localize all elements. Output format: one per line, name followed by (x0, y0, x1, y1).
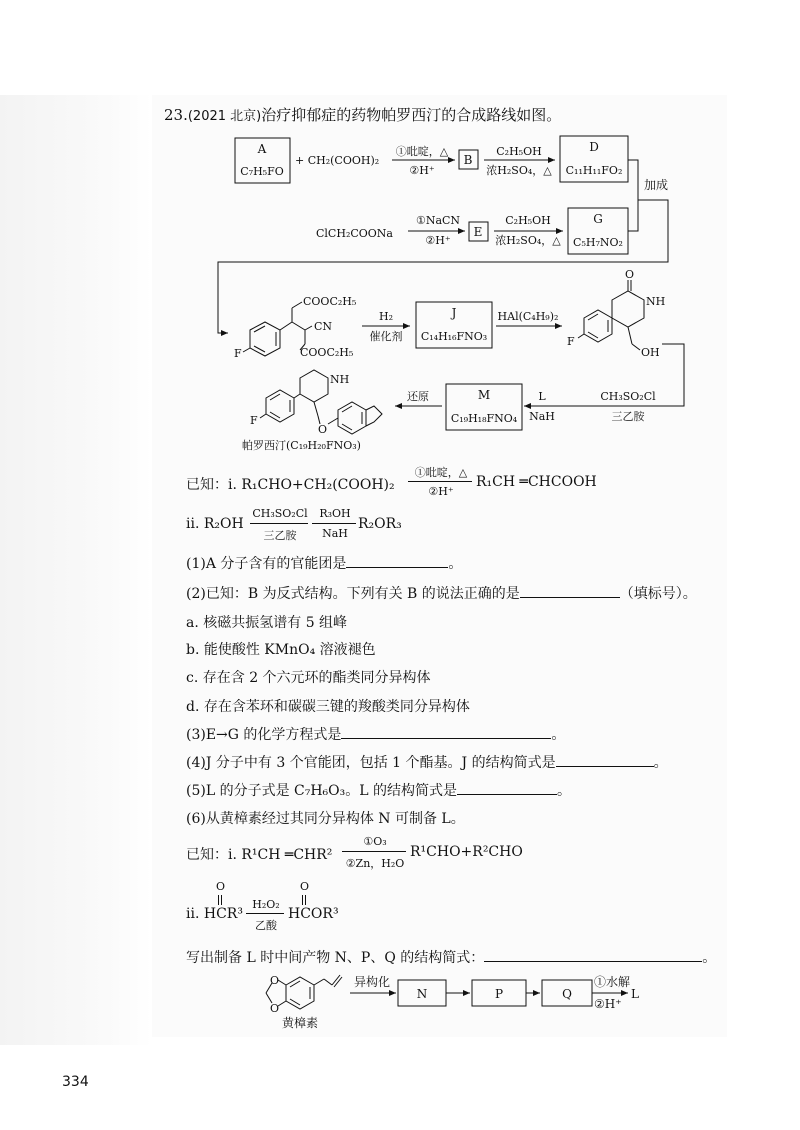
question-6: (6)从黄樟素经过其同分异构体 N 可制备 L。 (186, 811, 465, 827)
N-label: N (416, 987, 428, 1001)
question-number: 23. (164, 106, 188, 124)
q3-text: (3)E→G 的化学方程式是 (186, 727, 342, 743)
known2-ii-o1: O (216, 880, 226, 893)
step5-bottom: 催化剂 (369, 330, 403, 343)
int-cooet-top: COOC₂H₅ (303, 295, 357, 308)
known1-ii-prefix: ii. R₂OH (186, 516, 244, 532)
int-cooet-bottom: COOC₂H₅ (300, 346, 354, 359)
lactam-NH: NH (646, 295, 666, 308)
known1-i-top: ①吡啶，△ (414, 466, 468, 479)
known1-i-prefix: i. R₁CHO+CH₂(COOH)₂ (228, 477, 395, 493)
safrole-o2: O (270, 1002, 280, 1015)
reduce-label: 还原 (407, 390, 429, 403)
q2-tail: （填标号）。 (619, 586, 697, 602)
paroxetine-name: 帕罗西汀(C₁₉H₂₀FNO₃) (242, 439, 361, 452)
P-label: P (494, 987, 504, 1001)
paroxetine-NH: NH (330, 373, 350, 386)
known1-ii-top2: R₃OH (319, 507, 351, 520)
isomerize-label: 异构化 (354, 975, 391, 989)
known2-i-top: ①O₃ (363, 835, 387, 848)
step8-top: L (538, 390, 546, 403)
int-F: F (234, 347, 242, 360)
known2-ii-top: H₂O₂ (252, 898, 280, 911)
step4-bottom: 浓H₂SO₄，△ (495, 234, 561, 247)
q4-period: 。 (653, 755, 668, 771)
lactam-O: O (625, 268, 635, 281)
q5-period: 。 (557, 783, 572, 799)
addition-label: 加成 (644, 178, 669, 192)
page-number: 334 (62, 1074, 89, 1090)
question-source: (2021 北京) (187, 109, 262, 124)
step3-bottom: ②H⁺ (425, 234, 451, 247)
Q-label: Q (562, 987, 572, 1001)
q4-text: (4)J 分子中有 3 个官能团，包括 1 个酯基。J 的结构简式是 (186, 755, 556, 771)
M-label: M (477, 388, 491, 402)
known2-ii-product: HCOR³ (288, 906, 339, 922)
known1-i-bottom: ②H⁺ (428, 485, 454, 498)
G-label: G (593, 212, 603, 226)
known1-label: 已知： (186, 477, 228, 493)
q5-text: (5)L 的分子式是 C₇H₆O₃。L 的结构简式是 (186, 783, 458, 799)
step7-bottom: 三乙胺 (611, 410, 645, 423)
q1-period: 。 (448, 556, 463, 572)
step4-top: C₂H₅OH (505, 214, 551, 227)
q3-period: 。 (551, 727, 566, 743)
A-formula: C₇H₅FO (240, 165, 284, 178)
step3-top: ①NaCN (415, 214, 461, 227)
option-c: c. 存在含 2 个六元环的酯类同分异构体 (186, 670, 431, 686)
q1-text: (1)A 分子含有的官能团是 (186, 556, 347, 572)
A-label: A (257, 142, 267, 156)
D-formula: C₁₁H₁₁FO₂ (565, 164, 623, 177)
paroxetine-O: O (318, 423, 328, 436)
M-formula: C₁₉H₁₈FNO₄ (450, 412, 518, 425)
known1-ii-top1: CH₃SO₂Cl (252, 507, 308, 520)
known1-ii-bottom2: NaH (322, 527, 348, 540)
known1-i-product: R₁CH ═CHCOOH (476, 474, 597, 490)
known2-i-prefix: i. R¹CH ═CHR² (228, 847, 333, 863)
question-intro: 治疗抑郁症的药物帕罗西汀的合成路线如图。 (261, 106, 562, 124)
option-b: b. 能使酸性 KMnO₄ 溶液褪色 (186, 642, 376, 658)
known2-i-product: R¹CHO+R²CHO (410, 844, 523, 860)
step7-top: CH₃SO₂Cl (600, 390, 656, 403)
B-label: B (463, 153, 473, 167)
lactam-OH: OH (641, 346, 660, 359)
G-formula: C₅H₇NO₂ (573, 236, 623, 249)
q2-text: (2)已知：B 为反式结构。下列有关 B 的说法正确的是 (186, 586, 520, 602)
acid-label: ②H⁺ (594, 997, 622, 1011)
E-label: E (473, 225, 483, 239)
lactam-F: F (567, 335, 575, 348)
step1-top: ①吡啶，△ (395, 145, 449, 158)
known1-ii-bottom1: 三乙胺 (263, 529, 297, 542)
hydrolysis-label: ①水解 (594, 975, 631, 989)
known2-ii-bottom: 乙酸 (255, 919, 277, 932)
step2-bottom: 浓H₂SO₄，△ (486, 164, 552, 177)
option-d: d. 存在含苯环和碳碳三键的羧酸类同分异构体 (186, 699, 470, 715)
paroxetine-F: F (250, 414, 258, 427)
final-period: 。 (702, 950, 717, 966)
step2-top: C₂H₅OH (496, 145, 542, 158)
step1-bottom: ②H⁺ (409, 164, 435, 177)
D-label: D (589, 140, 599, 154)
safrole-name: 黄樟素 (282, 1016, 319, 1030)
known2-ii-prefix: ii. HCR³ (186, 906, 243, 922)
known2-ii-o2: O (300, 880, 310, 893)
option-a: a. 核磁共振氢谱有 5 组峰 (186, 615, 348, 631)
step8-bottom: NaH (529, 410, 555, 423)
step5-top: H₂ (378, 310, 394, 323)
int-cn: CN (314, 320, 333, 333)
known2-label: 已知： (186, 847, 228, 863)
malonic-acid: + CH₂(COOH)₂ (295, 154, 380, 167)
known1-ii-product: R₂OR₃ (358, 516, 402, 532)
step6-top: HAl(C₄H₉)₂ (497, 310, 559, 323)
final-prompt: 写出制备 L 时中间产物 N、P、Q 的结构简式： (186, 950, 485, 966)
J-formula: C₁₄H₁₆FNO₃ (420, 330, 488, 343)
safrole-o1: O (270, 974, 280, 987)
J-label: J (451, 306, 457, 320)
known2-i-bottom: ②Zn，H₂O (345, 857, 405, 870)
L-label: L (631, 987, 639, 1001)
clch2coona: ClCH₂COONa (316, 227, 393, 240)
